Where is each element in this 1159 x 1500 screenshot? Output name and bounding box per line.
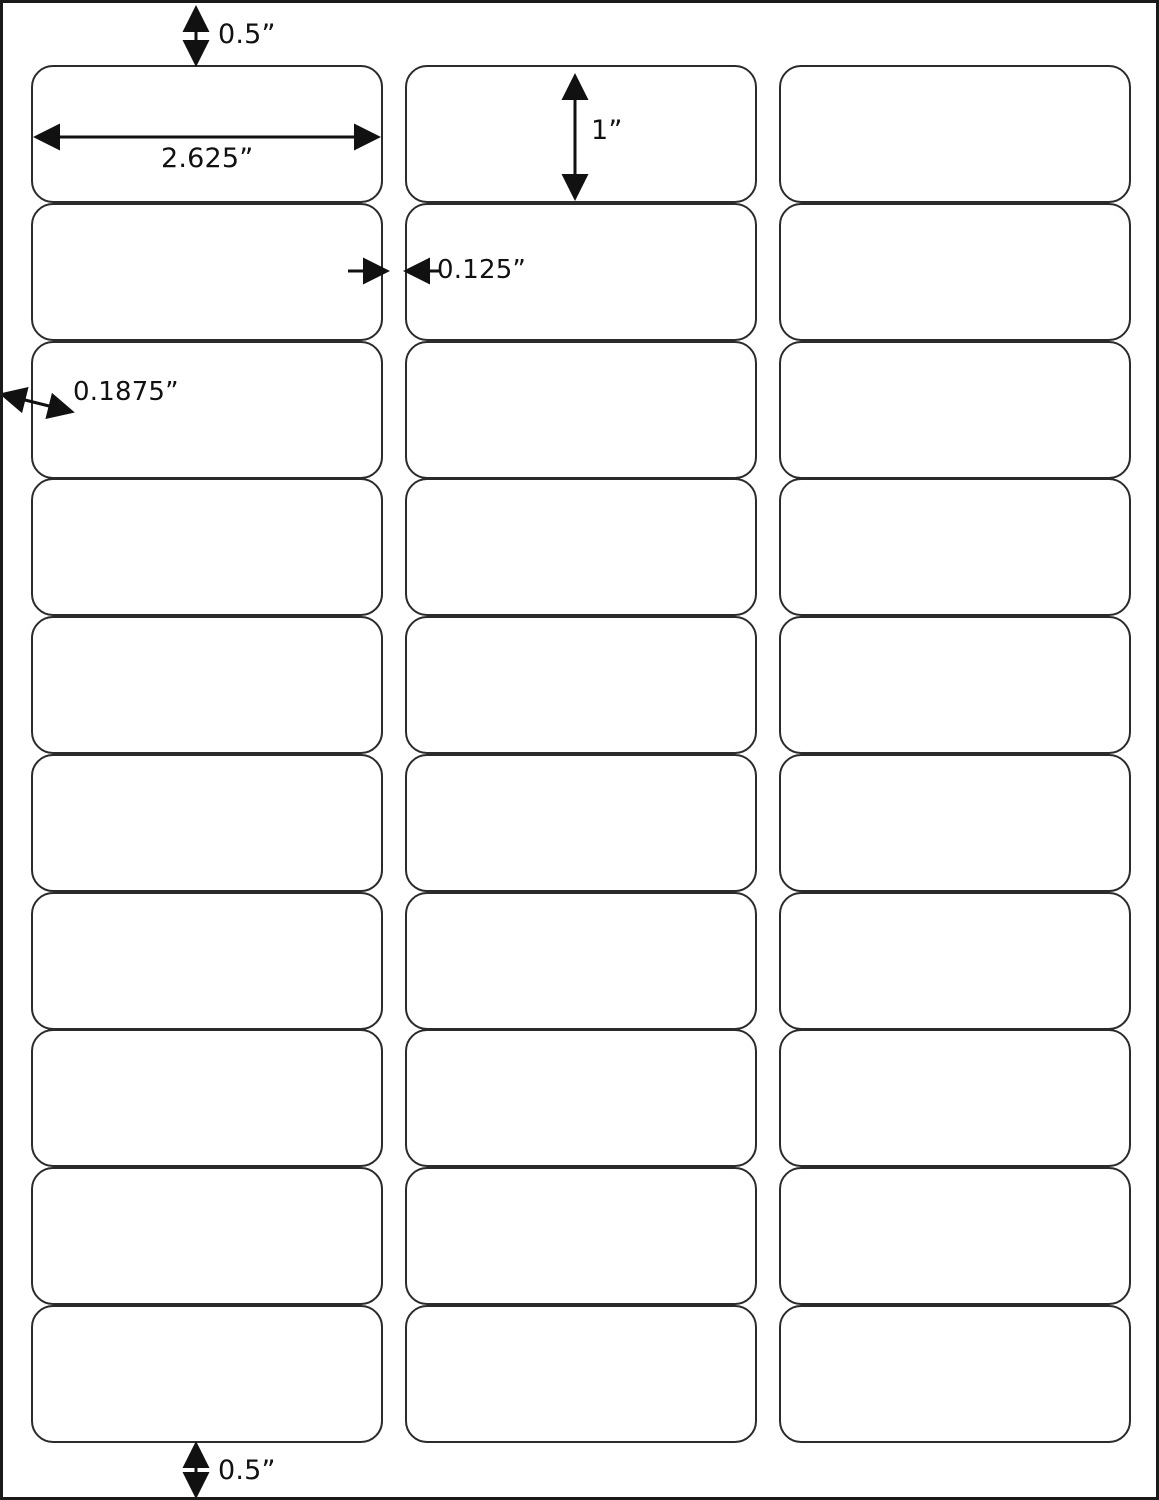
label-cell[interactable] [779,754,1131,892]
label-cell[interactable] [31,1029,383,1167]
label-cell[interactable] [405,892,757,1030]
dimension-side-margin: 0.1875” [73,377,179,407]
dimension-label-width: 2.625” [161,143,254,174]
label-cell[interactable] [779,65,1131,203]
label-cell[interactable] [31,754,383,892]
label-cell[interactable] [405,754,757,892]
dimension-horizontal-gap: 0.125” [437,255,527,285]
dimension-bottom-margin: 0.5” [218,1455,276,1486]
label-cell[interactable] [779,1167,1131,1305]
label-grid [31,65,1131,1443]
label-cell[interactable] [405,1305,757,1443]
label-cell[interactable] [405,616,757,754]
label-cell[interactable] [405,1167,757,1305]
dimension-top-margin: 0.5” [218,19,276,50]
label-cell[interactable] [31,478,383,616]
label-cell[interactable] [779,341,1131,479]
label-cell[interactable] [779,1305,1131,1443]
dimension-label-height: 1” [591,115,623,146]
label-cell[interactable] [779,892,1131,1030]
label-cell[interactable] [31,65,383,203]
label-cell[interactable] [31,341,383,479]
label-cell[interactable] [31,892,383,1030]
label-cell[interactable] [779,616,1131,754]
label-cell[interactable] [779,478,1131,616]
label-cell[interactable] [405,341,757,479]
label-cell[interactable] [405,1029,757,1167]
label-cell[interactable] [779,1029,1131,1167]
label-cell[interactable] [31,616,383,754]
label-cell[interactable] [31,203,383,341]
label-cell[interactable] [405,478,757,616]
label-cell[interactable] [31,1305,383,1443]
label-cell[interactable] [405,65,757,203]
label-cell[interactable] [779,203,1131,341]
label-cell[interactable] [31,1167,383,1305]
